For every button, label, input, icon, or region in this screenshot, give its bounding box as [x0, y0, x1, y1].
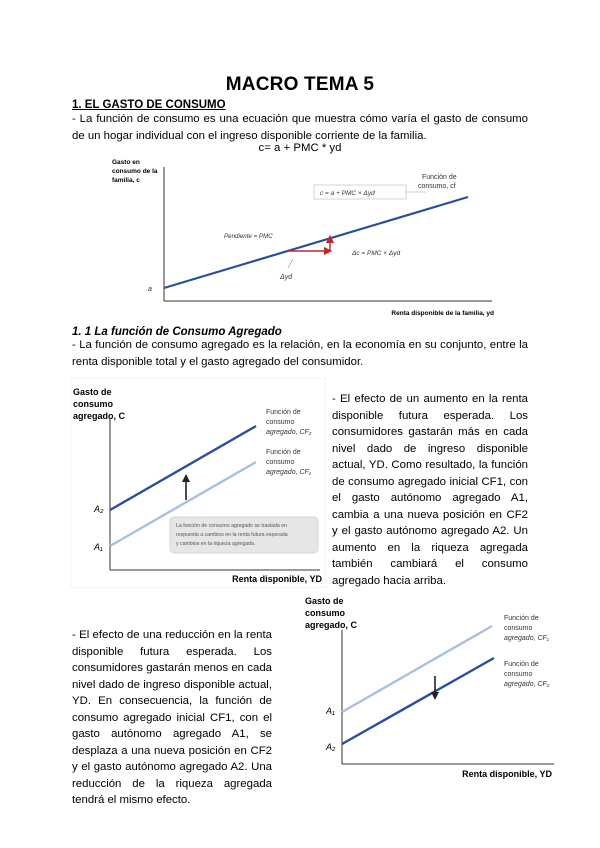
x-label: Renta disponible, YD [232, 574, 322, 584]
section-heading-gasto-consumo: 1. EL GASTO DE CONSUMO [72, 99, 226, 111]
cf2-label-3: agregado, CF₂ [266, 429, 312, 436]
y-label-1: Gasto de [305, 596, 344, 606]
cf2-label-1: Función de [266, 409, 301, 416]
consumption-formula: c= a + PMC * yd [258, 142, 342, 154]
section2-paragraph: - La función de consumo agregado es la relación, en la economía en su conjunto, entre la renta disponible total y el gasto agregado del consumidor. [72, 339, 528, 368]
y-label-3: agregado, C [305, 620, 358, 630]
figure-consumption-function [108, 155, 494, 320]
curve-label-1: Función de [422, 174, 457, 181]
x-label: Renta disponible, YD [462, 769, 552, 779]
cf1-label-3: agregado, CF₁ [504, 635, 550, 642]
page-title: MACRO TEMA 5 [225, 74, 375, 95]
figure-decrease [302, 588, 558, 784]
delta-yd-label: Δyd [280, 274, 293, 281]
cf2-label-2: consumo [266, 419, 295, 426]
a1-label: A₁ [94, 542, 103, 552]
y-label-1: Gasto en [112, 159, 140, 166]
cf1-label-1: Función de [504, 615, 539, 622]
figure-increase [70, 378, 326, 588]
cf2-label-3: agregado, CF₂ [504, 681, 550, 688]
decrease-paragraph: - El efecto de una reducción en la renta disponible futura esperada. Los consumidores gastarán menos en cada nivel dado de ingreso disponible actual, YD. En consecuencia, la función de consumo agregado inicial CF1, con el gasto autónomo agregado A1, se desplaza a una nueva posición en CF2 y el gasto autónomo agregado A2. Una reducción de la riqueza agregada tendrá el mismo efecto. [72, 629, 272, 806]
y-label-1: Gasto de [73, 387, 112, 397]
y-label-2: consumo de la [112, 168, 158, 175]
curve-label-2: consumo, cf [418, 183, 456, 190]
cf2-label-2: consumo [504, 671, 533, 678]
slope-label: Pendiente = PMC [224, 233, 273, 240]
equation-label: c = a + PMC × Δyd [320, 190, 375, 197]
y-label-2: consumo [305, 608, 346, 618]
cf2-label-1: Función de [504, 661, 539, 668]
a2-label: A₂ [326, 742, 336, 752]
section1-paragraph: - La función de consumo es una ecuación que muestra cómo varía el gasto de consumo de un hogar individual con el ingreso disponible corriente de la familia. [72, 113, 528, 142]
y-label-3: familia, c [112, 177, 140, 184]
cf1-label-2: consumo [266, 459, 295, 466]
y-label-2: consumo [73, 399, 114, 409]
a1-label: A₁ [326, 706, 335, 716]
x-label: Renta disponible de la familia, yd [391, 310, 494, 317]
consumption-line [164, 197, 468, 288]
cf2-line [342, 658, 494, 744]
increase-paragraph: - El efecto de un aumento en la renta disponible futura esperada. Los consumidores gastarán más en cada nivel dado de ingreso disponible actual, YD. Como resultado, la función de consumo agregado inicial CF1, con el gasto autónomo agregado A1, cambia a una nueva posición en CF2 y el gasto autónomo agregado A2. Un aumento en la riqueza agregada también cambiará el consumo agregado hacia arriba. [332, 393, 528, 587]
cf1-label-1: Función de [266, 449, 301, 456]
cf1-label-3: agregado, CF₁ [266, 469, 312, 476]
cf1-line [342, 626, 492, 712]
section-heading-consumo-agregado: 1. 1 La función de Consumo Agregado [72, 326, 282, 338]
note-line-3: y cambios en la riqueza agregada. [176, 541, 256, 547]
a2-label: A₂ [94, 504, 104, 514]
delta-c-label: Δc = PMC × Δyd [352, 250, 401, 257]
cf1-label-2: consumo [504, 625, 533, 632]
note-line-2: respuesta a cambios en la renta futura esperada [176, 532, 288, 538]
intercept-label: a [148, 286, 152, 293]
note-line-1: La función de consumo agregado se traslada en [176, 523, 288, 529]
y-label-3: agregado, C [73, 411, 126, 421]
